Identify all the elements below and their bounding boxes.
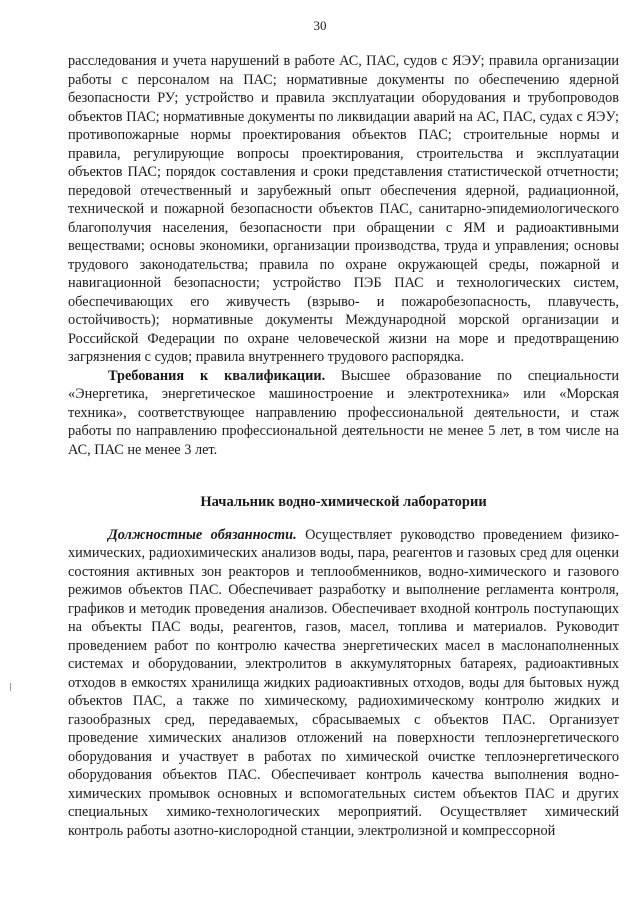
duties-paragraph [68, 526, 619, 841]
section-heading: Начальник водно-химической лаборатории [200, 494, 487, 510]
page-number: 30 [313, 18, 327, 33]
duties-text: Осуществляет руководство проведением физико-химических, радиохимических анализов воды, пара, реагентов и газовых сред для оценки состояния активных зон реакторов и теплообменников, водно-химического и газового режимов объектов ПАС. Обеспечивает разработку и выполнение регламента контроля, графиков и методик проведения анализов. Обеспечивает входной контроль поступающих на объекты ПАС воды, реагентов, газов, масел, топлива и материалов. Руководит проведением работ по контролю качества энергетических масел в маслонаполненных системах и оборудовании, электролитов в аккумуляторных батареях, радиоактивных отходов в емкостях хранилища жидких радиоактивных отходов, воды для бытовых нужд объектов ПАС, а также по химическому, радиохимическому контролю жидких и газообразных сред, передаваемых, сбрасываемых с объектов ПАС. Организует проведение химических анализов отложений на поверхности теплоэнергетического оборудования и участвует в работах по химической очистке теплоэнергетического оборудования объектов ПАС. Обеспечивает контроль качества выполнения водно-химических промывок основных и вспомогательных систем объектов ПАС и других специальных химико-технологических мероприятий. Осуществляет химический контроль работы азотно-кислородной станции, электролизной и компрессорной [68, 526, 619, 839]
qualification-label: Требования к квалификации. [108, 367, 326, 384]
duties-label: Должностные обязанности. [108, 526, 297, 543]
page-content [68, 52, 619, 840]
continuation-paragraph: расследования и учета нарушений в работе АС, ПАС, судов с ЯЭУ; правила организации работы с персоналом на ПАС; нормативные документы по обеспечению ядерной безопасности РУ; устройство и правила эксплуатации оборудования и трубопроводов объектов ПАС; нормативные документы по ликвидации аварий на АС, ПАС, судах с ЯЭУ; противопожарные нормы проектирования объектов ПАС; строительные нормы и правила, регулирующие вопросы проектирования, строительства и эксплуатации объектов ПАС; порядок составления и сроки представления статистической отчетности; передовой отечественный и зарубежный опыт обеспечения ядерной, радиационной, технической и пожарной безопасности объектов ПАС, санитарно-эпидемиологического благополучия населения, безопасности при обращении с ЯМ и радиоактивными веществами; основы экономики, организации производства, труда и управления; основы трудового законодательства; правила по охране окружающей среды, пожарной и навигационной безопасности; устройство ПЭБ ПАС и технологических систем, обеспечивающих его живучесть (взрыво- и пожаробезопасность, плавучесть, остойчивость); нормативные документы Международной морской организации и Российской Федерации по охране человеческой жизни на море и предотвращению загрязнения с судов; правила внутреннего трудового распорядка. [68, 53, 619, 365]
qualification-text: Высшее образование по специальности «Энергетика, энергетическое машиностроение и электротехника» или «Морская техника», соответствующее направлению профессиональной деятельности, и стаж работы по направлению профессиональной деятельности не менее 5 лет, в том числе на АС, ПАС не менее 3 лет. [68, 367, 619, 458]
scan-margin-mark [10, 683, 11, 691]
qualification-paragraph [68, 367, 619, 460]
